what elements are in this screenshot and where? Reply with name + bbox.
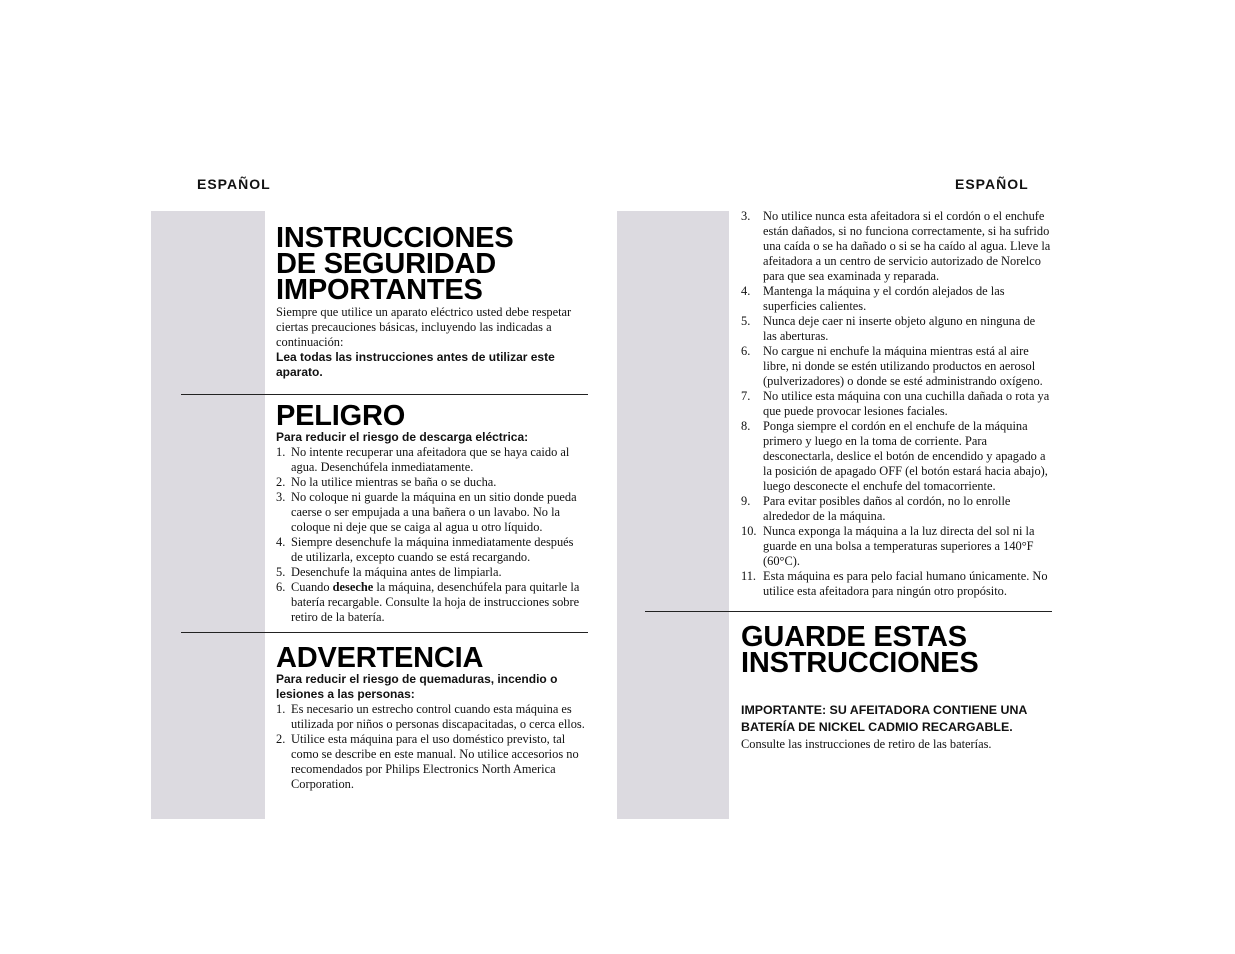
right-page-language: ESPAÑOL xyxy=(955,176,1029,192)
list-item: 1. No intente recuperar una afeitadora que se haya caido al agua. Desenchúfela inmediatamente. xyxy=(276,445,570,474)
list-item: 4. Mantenga la máquina y el cordón alejados de las superficies calientes. xyxy=(741,284,1005,313)
list-item: 2. Utilice esta máquina para el uso doméstico previsto, tal como se describe en este manual. No utilice accesorios no recomendados por Philips Electronics North America Corporation. xyxy=(276,732,579,791)
list-item: 6. Cuando deseche la máquina, desenchúfela para quitarle la batería recargable. Consulte la hoja de instrucciones sobre retiro de la batería. xyxy=(276,580,580,624)
list-item: 3. No utilice nunca esta afeitadora si el cordón o el enchufe están dañados, si no funciona correctamente, si ha sufrido una caída o se ha dañado o si se ha caído al agua. Lleve la afeitadora a un centro de servicio autorizado de Norelco para que sea examinada y reparada. xyxy=(741,209,1051,283)
list-item: 3. No coloque ni guarde la máquina en un sitio donde pueda caerse o ser empujada a una bañera o un lavabo. No la coloque ni deje que se caiga al agua u otro líquido. xyxy=(276,490,577,534)
right-side-band xyxy=(617,211,729,819)
important-notice: IMPORTANTE: SU AFEITADORA CONTIENE UNA BATERÍA DE NICKEL CADMIO RECARGABLE. xyxy=(741,703,1028,734)
list-item: 6. No cargue ni enchufe la máquina mientras está al aire libre, ni donde se estén utilizando productos en aerosol (pulverizadores) o donde se esté administrando oxígeno. xyxy=(741,344,1043,388)
list-item: 7. No utilice esta máquina con una cuchilla dañada o rota ya que puede provocar lesiones faciales. xyxy=(741,389,1050,418)
divider-guarde xyxy=(645,611,1052,612)
intro-body: Siempre que utilice un aparato eléctrico usted debe respetar ciertas precauciones básicas, incluyendo las indicadas a continuación: xyxy=(276,305,572,349)
list-item: 5. Desenchufe la máquina antes de limpiarla. xyxy=(276,565,502,579)
continued-section xyxy=(741,209,1051,599)
left-side-band xyxy=(151,211,265,819)
intro-section xyxy=(276,222,576,380)
divider-peligro xyxy=(181,394,588,395)
advertencia-list xyxy=(276,702,588,792)
list-item: 4. Siempre desenchufe la máquina inmediatamente después de utilizarla, excepto cuando se está recargando. xyxy=(276,535,574,564)
list-item: 8. Ponga siempre el cordón en el enchufe de la máquina primero y luego en la toma de corriente. Para desconectarla, deslice el botón de encendido y apagado a la posición de apagado OFF (el botón estará hacia abajo), luego desconecte el enchufe del tomacorriente. xyxy=(741,419,1048,493)
list-item: 1. Es necesario un estrecho control cuando esta máquina es utilizada por niños o personas discapacitadas, o cerca ellos. xyxy=(276,702,585,731)
list-item: 2. No la utilice mientras se baña o se ducha. xyxy=(276,475,497,489)
advertencia-title: ADVERTENCIA xyxy=(276,642,484,674)
intro-bold-note: Lea todas las instrucciones antes de utilizar este aparato. xyxy=(276,350,555,379)
advertencia-subtitle: Para reducir el riesgo de quemaduras, incendio o lesiones a las personas: xyxy=(276,672,558,701)
guarde-title: GUARDE ESTAS INSTRUCCIONES xyxy=(741,621,979,679)
peligro-list xyxy=(276,445,588,580)
guarde-section xyxy=(741,621,1051,752)
peligro-subtitle: Para reducir el riesgo de descarga eléctrica: xyxy=(276,430,529,444)
list-item: 10. Nunca exponga la máquina a la luz directa del sol ni la guarde en una bolsa a temperaturas superiores a 140°F (60°C). xyxy=(741,524,1035,568)
intro-title: INSTRUCCIONES DE SEGURIDAD IMPORTANTES xyxy=(276,222,514,306)
list-item: 9. Para evitar posibles daños al cordón, no lo enrolle alrededor de la máquina. xyxy=(741,494,1011,523)
continued-list xyxy=(741,209,1051,599)
battery-note: Consulte las instrucciones de retiro de las baterías. xyxy=(741,737,992,751)
list-item: 11. Esta máquina es para pelo facial humano únicamente. No utilice esta afeitadora para ningún otro propósito. xyxy=(741,569,1048,598)
peligro-item-6-list xyxy=(276,580,588,625)
peligro-section xyxy=(276,400,588,625)
divider-advertencia xyxy=(181,632,588,633)
advertencia-section xyxy=(276,642,588,792)
peligro-title: PELIGRO xyxy=(276,400,406,432)
list-item: 5. Nunca deje caer ni inserte objeto alguno en ninguna de las aberturas. xyxy=(741,314,1036,343)
left-page-language: ESPAÑOL xyxy=(197,176,271,192)
